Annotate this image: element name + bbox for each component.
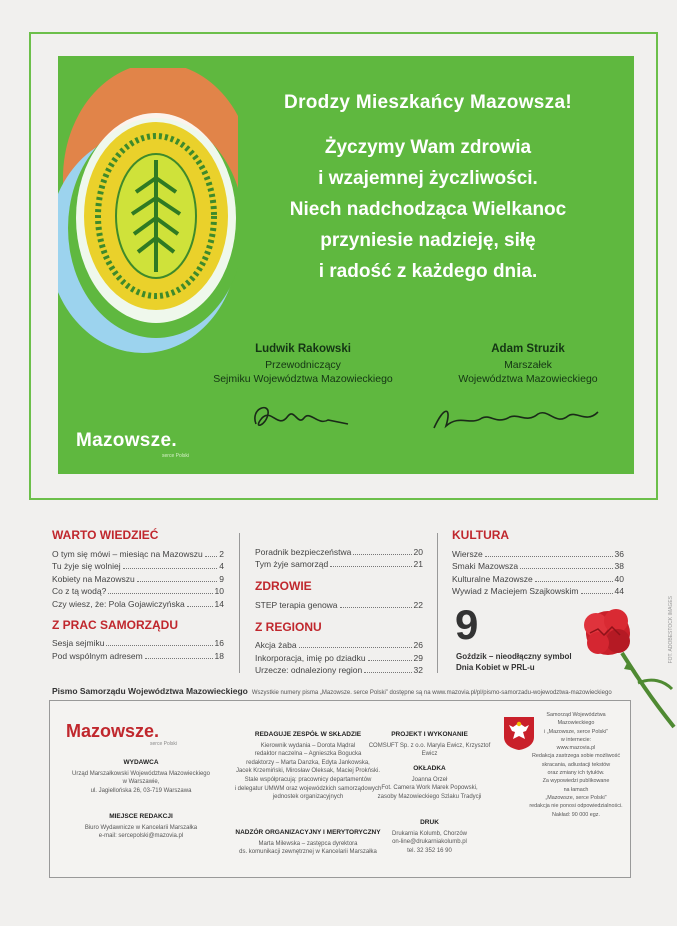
toc-entry-page: 18 (214, 650, 224, 661)
toc-entry-page: 44 (614, 586, 624, 596)
editorial-office-block (66, 813, 216, 841)
block-line: Fot. Camera Work Marek Popowski, (381, 785, 478, 792)
block-line: redaktor naczelna – Agnieszka Bogucka (254, 751, 362, 758)
logo-tagline: serce Polski (162, 453, 189, 459)
block-line: na łamach (563, 786, 589, 793)
wish-line: przyniesie nadzieję, siłę (320, 230, 536, 251)
block-heading: OKŁADKA (413, 765, 446, 772)
toc-entry[interactable] (255, 664, 423, 677)
magazine-name: Pismo Samorządu Województwa Mazowieckiego (52, 686, 248, 696)
block-line: i „Mazowsze, serce Polski” (544, 728, 608, 735)
logo-tagline: serce Polski (150, 741, 177, 747)
toc-entry-title: Czy wiesz, że: Pola Gojawiczyńska (52, 598, 185, 609)
toc-entry[interactable] (52, 585, 224, 598)
toc-entry-page: 16 (214, 638, 224, 648)
block-line: Drukarnia Kolumb, Chorzów (391, 830, 468, 837)
toc-entry-title: Akcja żaba (255, 640, 297, 650)
block-heading: MIEJSCE REDAKCJI (109, 813, 173, 820)
publisher-block (66, 759, 216, 795)
block-line: ds. komunikacji zewnętrznej w Kancelarii Marszałka (239, 849, 377, 856)
toc-entry[interactable] (255, 639, 423, 652)
easter-greeting-banner (58, 56, 634, 474)
signature-rakowski-icon (248, 400, 358, 436)
toc-entry-page: 32 (413, 665, 423, 675)
info-block (528, 711, 624, 819)
design-block (362, 731, 497, 759)
block-line: Mazowieckiego (557, 720, 595, 727)
toc-entry-title: Urzecze: odnaleziony region (255, 665, 363, 675)
toc-entry-title: Tu żyje się wolniej (52, 561, 121, 571)
toc-entry-title: Co z tą wodą? (52, 586, 107, 596)
toc-entry-title: Poradnik bezpieczeństwa (255, 546, 352, 557)
toc-entry-page: 10 (214, 586, 224, 596)
toc-entry-page: 22 (413, 599, 423, 610)
signatory-name: Ludwik Rakowski (255, 343, 351, 355)
circulation: Nakład: 90 000 egz. (552, 811, 600, 818)
wish-line: i wzajemnej życzliwości. (318, 168, 538, 189)
signatory-rakowski (198, 342, 408, 386)
toc-entry-page: 9 (219, 573, 224, 584)
toc-entry-page: 21 (413, 559, 423, 569)
signatory-role: Przewodniczący (265, 359, 341, 371)
magazine-archive-note[interactable]: Wszystkie numery pisma „Mazowsze. serce Polski” dostępne są na www.mazovia.pl/pl/pismo-samorzadu-wojewodztwa-mazowieckiego (251, 690, 612, 696)
toc-entry-page: 20 (413, 546, 423, 557)
block-line[interactable]: e-mail: sercepolski@mazovia.pl (98, 833, 184, 840)
wish-line: i radość z każdego dnia. (318, 261, 538, 282)
photo-credit: FOT. ADOBESTOCK IMAGES (668, 596, 674, 664)
column-divider (239, 533, 240, 673)
block-line: Biuro Wydawnicze w Kancelarii Marszałka (84, 824, 198, 831)
toc-entry[interactable] (452, 560, 624, 573)
toc-entry[interactable] (52, 547, 224, 560)
block-line: Stale współpracują: pracownicy departamentów (244, 776, 372, 783)
signatory-role: Województwa Mazowieckiego (458, 373, 598, 385)
toc-entry-title: Wiersze (452, 548, 483, 559)
block-line: „Mazowsze, serce Polski” (545, 794, 607, 801)
block-heading: REDAGUJE ZESPÓŁ W SKŁADZIE (254, 731, 362, 738)
signature-struzik-icon (430, 400, 610, 436)
block-line: oraz zmiany ich tytułów. (547, 770, 605, 777)
block-heading: WYDAWCA (123, 759, 159, 766)
block-line: Samorząd Województwa (546, 712, 606, 718)
column-divider (437, 533, 438, 673)
toc-entry-page: 14 (214, 598, 224, 609)
section-heading: WARTO WIEDZIEĆ (52, 528, 159, 542)
signatory-name: Adam Struzik (491, 343, 565, 355)
toc-entry-title: O tym się mówi – miesiąc na Mazowszu (52, 548, 203, 559)
toc-entry[interactable] (52, 637, 224, 650)
toc-entry[interactable] (452, 585, 624, 598)
block-line: ul. Jagiellońska 26, 03-719 Warszawa (90, 787, 192, 794)
toc-entry[interactable] (52, 572, 224, 585)
toc-entry-title: Pod wspólnym adresem (52, 650, 143, 661)
wish-line: Niech nadchodząca Wielkanoc (289, 199, 567, 220)
toc-entry-page: 38 (614, 561, 624, 571)
block-line[interactable]: on-line@drukarniakolumb.pl (392, 839, 467, 846)
toc-entry[interactable] (255, 598, 423, 611)
block-line: redakcja nie ponosi odpowiedzialności. (529, 803, 623, 810)
toc-entry[interactable] (255, 558, 423, 571)
block-line: Urząd Marszałkowski Województwa Mazowieckiego (72, 770, 210, 777)
greeting-headline: Drodzy Mieszkańcy Mazowsza! (284, 92, 572, 113)
toc-entry[interactable] (52, 560, 224, 573)
toc-entry[interactable] (255, 651, 423, 664)
toc-entry-title: Kulturalne Mazowsze (452, 573, 533, 584)
toc-entry-title: Smaki Mazowsza (452, 561, 519, 571)
imprint-box (49, 700, 631, 878)
block-line: i delegatur UMWM oraz wojewódzkich samorządowych (234, 785, 382, 792)
toc-entry-title: STEP terapia genowa (255, 599, 338, 610)
toc-entry-title: Inkorporacja, imię po dziadku (255, 652, 366, 663)
toc-entry-page: 2 (219, 548, 224, 559)
block-line: w internecie: (560, 736, 592, 743)
toc-entry-page: 26 (413, 640, 423, 650)
website-link[interactable]: www.mazovia.pl (556, 745, 596, 752)
toc-column-1 (52, 528, 224, 662)
toc-entry[interactable] (52, 649, 224, 662)
toc-entry-title: Kobiety na Mazowszu (52, 573, 135, 584)
mazowsze-logo: Mazowsze. (66, 721, 160, 741)
easter-egg-illustration (58, 68, 238, 368)
feature-title[interactable]: Goździk – nieodłączny symbol Dnia Kobiet w PRL-u (456, 652, 572, 672)
block-line: skracania, adiustacji tekstów (541, 761, 611, 768)
block-line: w Warszawie, (122, 779, 160, 786)
toc-entry-title: Wywiad z Maciejem Szajkowskim (452, 586, 579, 596)
toc-entry-page: 36 (614, 548, 624, 559)
block-heading: DRUK (420, 819, 439, 826)
block-heading: NADZÓR ORGANIZACYJNY I MERYTORYCZNY (235, 829, 381, 836)
toc-entry-page: 4 (219, 561, 224, 571)
block-line: jednostek organizacyjnych (272, 794, 344, 801)
signatory-role: Sejmiku Województwa Mazowieckiego (213, 373, 393, 385)
toc-entry-page: 40 (614, 573, 624, 584)
section-heading: Z PRAC SAMORZĄDU (52, 617, 178, 632)
section-heading: Z REGIONU (255, 619, 322, 634)
block-line: COMSUFT Sp. z o.o. Maryla Ewicz, Krzysztof Ewicz (368, 742, 491, 758)
block-heading: PROJEKT I WYKONANIE (391, 731, 468, 738)
section-heading: KULTURA (452, 528, 510, 542)
toc-entry[interactable] (255, 545, 423, 558)
block-line: Jacek Krzemiński, Mirosław Oleksak, Maciej Prokński. (235, 768, 381, 775)
toc-entry[interactable] (52, 597, 224, 610)
toc-entry-title: Tym żyje samorząd (255, 559, 329, 569)
print-block (362, 819, 497, 855)
block-line: Kierownik wydania – Dorota Mądral (260, 742, 356, 749)
signatory-role: Marszałek (504, 359, 552, 371)
block-line: zasoby Mazowieckiego Szlaku Tradycji (377, 793, 482, 800)
toc-entry[interactable] (452, 572, 624, 585)
cover-block (362, 765, 497, 801)
signatory-struzik (428, 342, 628, 386)
block-line: Za wypowiedzi publikowane (542, 778, 610, 785)
block-line: Marta Milewska – zastępca dyrektora (258, 840, 358, 847)
toc-entry[interactable] (452, 547, 624, 560)
block-line: Joanna Orzeł (411, 776, 448, 783)
toc-entry-title: Sesja sejmiku (52, 638, 105, 648)
magazine-title (52, 686, 612, 696)
block-line: redaktorzy – Marta Danzka, Edyta Jankowska, (246, 759, 370, 766)
block-line: Redakcja zastrzega sobie możliwość (531, 753, 621, 760)
toc-entry-page: 29 (413, 652, 423, 663)
block-line: tel. 32 352 16 90 (407, 847, 452, 854)
mazowsze-logo: Mazowsze. (76, 430, 177, 451)
feature-page-number[interactable]: 9 (455, 601, 479, 648)
section-heading: ZDROWIE (255, 579, 312, 593)
wish-line: Życzymy Wam zdrowia (324, 137, 532, 158)
toc-column-3 (452, 528, 624, 597)
toc-column-2 (255, 545, 423, 676)
